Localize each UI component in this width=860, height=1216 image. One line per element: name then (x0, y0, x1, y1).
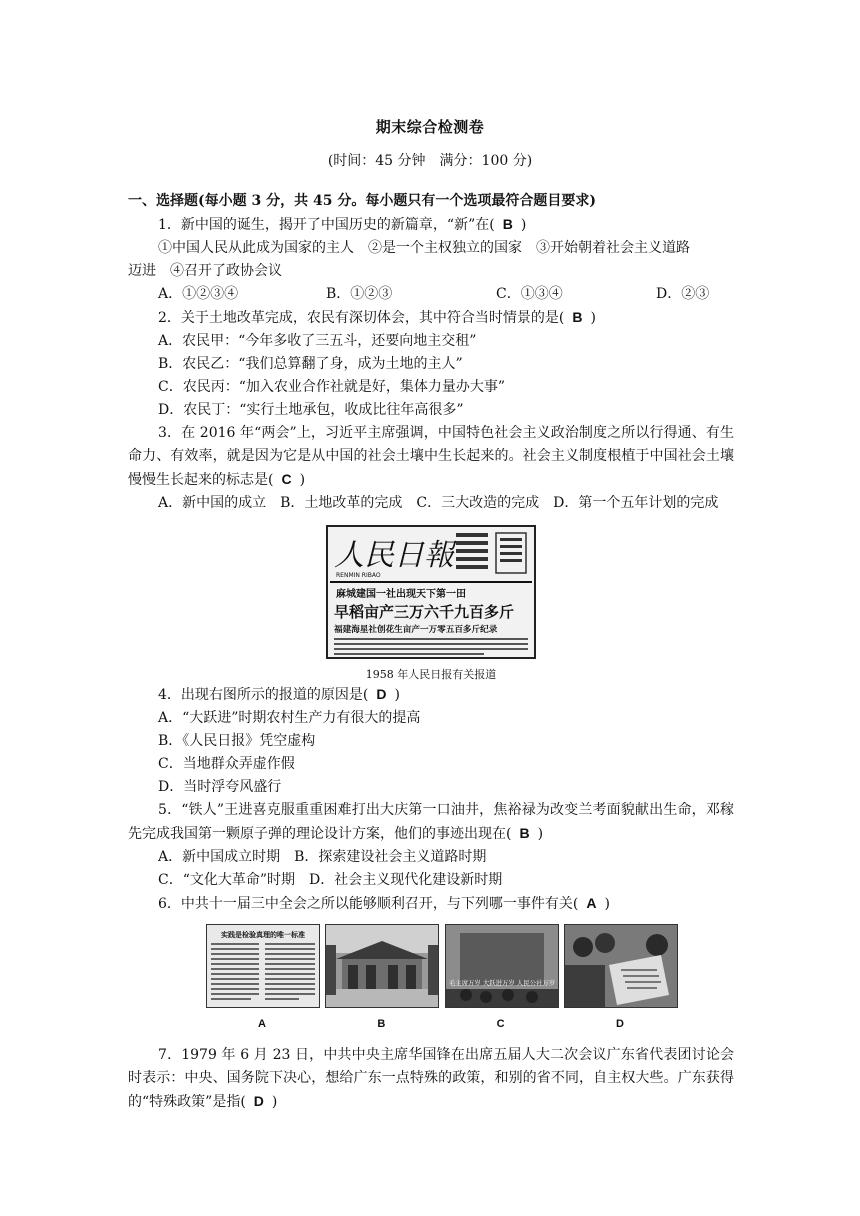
questions-body (128, 190, 734, 1114)
options-row: C．“文化大革命”时期 D．社会主义现代化建设新时期 (158, 872, 503, 888)
option-b: B．《人民日报》凭空虚构 (158, 733, 316, 749)
question-stem: 4．出现右图所示的报道的原因是( (158, 687, 369, 703)
page-title: 期末综合检测卷 (375, 118, 485, 136)
option-d: D．当时浮夸风盛行 (158, 779, 282, 795)
paren-close: ) (604, 896, 610, 912)
answer-key: B (519, 825, 530, 841)
photo-label-a: A (258, 1018, 266, 1030)
option-a: A．①②③④ (158, 286, 239, 302)
option-c: C．①③④ (496, 286, 563, 302)
newspaper-graphic (328, 527, 534, 657)
section-heading: 一、选择题(每小题 3 分，共 45 分。每小题只有一个选项最符合题目要求) (128, 193, 596, 209)
option-c: C．农民丙：“加入农业合作社就是好，集体力量办大事” (158, 379, 506, 395)
photo-option-b (325, 924, 437, 1032)
question-stem: 2．关于土地改革完成，农民有深切体会，其中符合当时情景的是( (158, 310, 565, 326)
question-4 (128, 683, 734, 707)
crowd-photo (564, 924, 678, 1008)
question-stem: 1．新中国的诞生，揭开了中国历史的新篇章，“新”在( (158, 217, 495, 233)
option-b: B．农民乙：“我们总算翻了身，成为土地的主人” (158, 356, 463, 372)
question-2 (128, 306, 734, 330)
answer-key: D (376, 686, 387, 702)
exam-info: (时间：45 分钟 满分：100 分) (327, 153, 533, 169)
question-7 (128, 1044, 734, 1114)
question-stem: 5．“铁人”王进喜克服重重困难打出大庆第一口油井，焦裕禄为改变兰考面貌献出生命，邓稼先完成我国第一颗原子弹的理论设计方案，他们的事迹出现在( (128, 802, 734, 842)
paren-close: ) (394, 687, 400, 703)
photo-option-c (445, 924, 557, 1032)
option-a: A．“大跃进”时期农村生产力有很大的提高 (158, 710, 421, 726)
paren-close: ) (299, 472, 306, 488)
question-5 (128, 799, 734, 846)
paren-close: ) (271, 1094, 278, 1110)
answer-key: D (253, 1093, 264, 1109)
photo-label-c: C (496, 1018, 505, 1030)
question-6 (128, 892, 734, 916)
paren-close: ) (520, 217, 527, 233)
option-d: D．农民丁：“实行土地承包，收成比往年高很多” (158, 402, 464, 418)
answer-key: C (281, 471, 292, 487)
options-row: A．新中国成立时期 B．探索建设社会主义道路时期 (158, 849, 487, 865)
paren-close: ) (537, 826, 544, 842)
photo-option-d (564, 924, 676, 1032)
newspaper-photo (206, 924, 320, 1008)
option-a: A．农民甲：“今年多收了三五斗，还要向地主交租” (158, 333, 477, 349)
question-stem: 7．1979 年 6 月 23 日，中共中央主席华国锋在出席五届人大二次会议广东省代表团讨论会时表示：中央、国务院下决心，想给广东一点特殊的政策，和别的省不同，自主权大些。广东获得的“特殊政策”是指( (128, 1047, 734, 1110)
options-row: A．新中国的成立 B．土地改革的完成 C．三大改造的完成 D．第一个五年计划的完成 (158, 495, 719, 511)
slogan-text: 毛主席万岁 大跃进万岁 人民公社万岁 (448, 979, 555, 987)
building-photo (325, 924, 439, 1008)
masthead-text: 人民日報 (334, 538, 454, 573)
option-c: C．当地群众弄虚作假 (158, 756, 295, 772)
question-stem: 6．中共十一届三中全会之所以能够顺利召开，与下列哪一事件有关( (158, 896, 579, 912)
figure-caption: 1958 年人民日报有关报道 (365, 668, 497, 681)
answer-key: B (502, 216, 513, 232)
question-1 (128, 213, 734, 237)
photo-label-b: B (377, 1018, 386, 1030)
newspaper-clipping (326, 525, 536, 659)
answer-key: B (572, 309, 583, 325)
photo-options (206, 924, 676, 1032)
photo-option-a (206, 924, 318, 1032)
options-row (128, 283, 734, 306)
question-stem: 3．在 2016 年“两会”上，习近平主席强调，中国特色社会主义政治制度之所以行得通、有生命力、有效率，就是因为它是从中国的社会土壤中生长起来的。社会主义制度根植于中国社会土壤慢慢生长起来的标志是( (128, 425, 734, 488)
photo-headline: 实践是检验真理的唯一标准 (221, 931, 305, 939)
question-3 (128, 422, 734, 492)
headline-1: 麻城建国一社出现天下第一田 (336, 589, 466, 600)
answer-key: A (586, 895, 597, 911)
masthead-pinyin: RENMIN RIBAO (336, 572, 381, 579)
option-b: B．①②③ (326, 286, 393, 302)
headline-2: 早稻亩产三万六千九百多斤 (334, 603, 515, 621)
statements-line: ①中国人民从此成为国家的主人 ②是一个主权独立的国家 ③开始朝着社会主义道路 (158, 240, 690, 256)
statements-line: 迈进 ④召开了政协会议 (128, 263, 282, 279)
photo-label-d: D (616, 1018, 624, 1030)
headline-3: 福建海星社创花生亩产一万零五百多斤纪录 (334, 625, 498, 635)
newspaper-figure (128, 525, 734, 683)
paren-close: ) (590, 310, 596, 326)
option-d: D．②③ (656, 286, 710, 302)
slogan-photo (445, 924, 559, 1008)
